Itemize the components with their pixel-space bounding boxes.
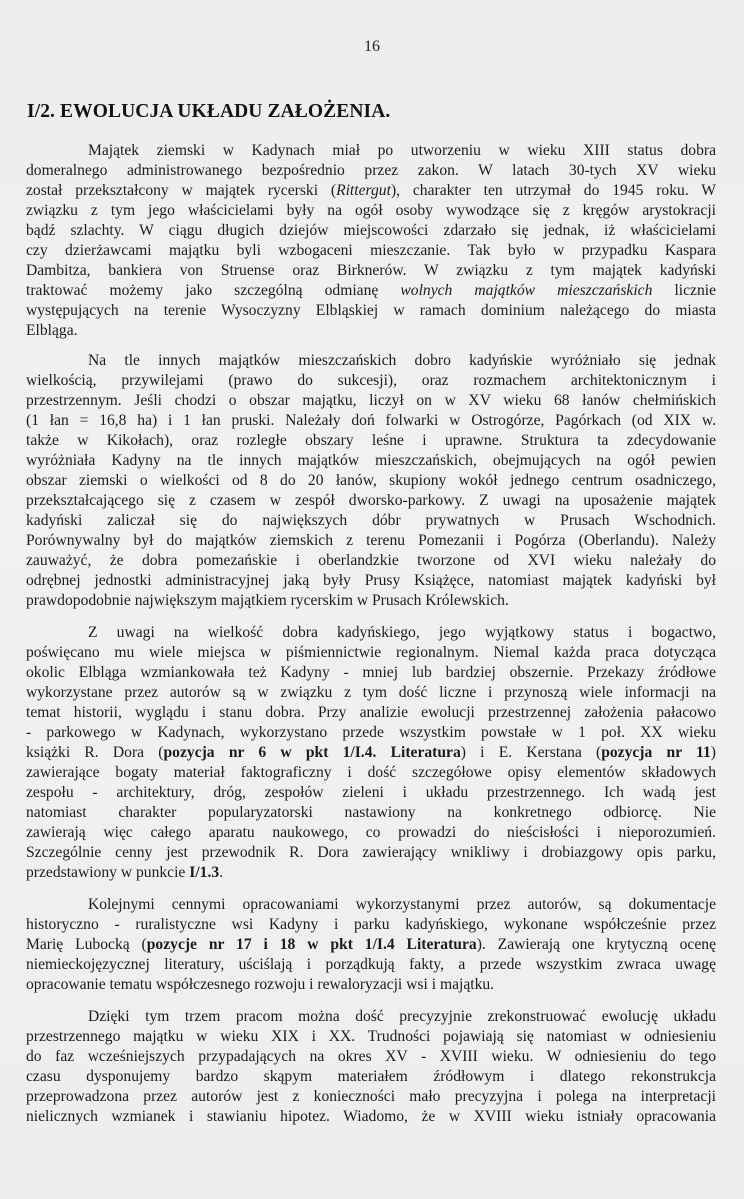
text-line: związku z tym jego właścicielami były na ogół osoby wywodzące się z kręgów arystokracji [26,202,716,219]
italic-term: wolnych majątków mieszczańskich [400,282,653,299]
text-line: Na tle innych majątków mieszczańskich dobro kadyńskie wyróżniało się jednak [88,352,716,369]
page-number: 16 [364,38,380,55]
italic-term: Rittergut [336,182,391,199]
text-line: przeprowadzona przez autorów jest z konieczności mało precyzyjna i polega na interpretacji [26,1088,716,1105]
text-line: występujących na terenie Wysoczyzny Elbląskiej w ramach dominium należącego do miasta [26,302,716,319]
literature-reference: pozycja nr 11 [601,744,711,761]
text-span: ), charakter ten utrzymał do 1945 roku. W [390,182,716,199]
text-span: został przekształcony w majątek rycerski ( [26,182,337,199]
text-line: temat historii, wyglądu i stanu dobra. Przy analizie ewolucji przestrzennej założenia pałacowo [26,704,716,721]
text-line: Dzięki tym trzem pracom można dość precyzyjnie zrekonstruować ewolucję układu [88,1008,716,1025]
text-line: zauważyć, że dobra pomezańskie i oberlandzkie tworzone od XVI wieku należały do [26,552,716,569]
text-line: Elbląga. [26,322,78,339]
text-line: Z uwagi na wielkość dobra kadyńskiego, jego wyjątkowy status i bogactwo, [88,624,716,641]
text-line: kadyński zaliczał się do największych dóbr prywatnych w Prusach Wschodnich. [26,512,716,529]
text-line: okolic Elbląga wzmiankowała też Kadyny - mniej lub bardziej obszernie. Przekazy źródłowe [26,664,716,681]
text-line: zespołu - architektury, dróg, zespołów zieleni i układu przestrzennego. Ich wadą jest [26,784,716,801]
text-line: przestrzennego majątku w wieku XIX i XX. Trudności pojawiają się natomiast w odniesieniu [26,1028,716,1045]
literature-reference: pozycje nr 17 i 18 w pkt 1/I.4 Literatura [146,936,477,953]
text-span: Marię Lubocką ( [26,936,147,953]
text-span: licznie [652,282,717,299]
text-span: przedstawiony w punkcie [26,864,190,881]
text-line: także w Kikołach), oraz rozległe obszary leśne i uprawne. Struktura ta zdecydowanie [26,432,716,449]
text-span: ) i E. Kerstana ( [460,744,602,761]
text-line: natomiast charakter popularyzatorski nastawiony na konkretnego odbiorcę. Nie [26,804,716,821]
text-line [26,281,716,301]
text-line: historyczno - ruralistyczne wsi Kadyny i parku kadyńskiego, wykonane współcześnie przez [26,916,716,933]
text-line: opracowanie tematu współczesnego rozwoju i rewaloryzacji wsi i majątku. [26,976,495,993]
text-span: książki R. Dora ( [26,744,164,761]
text-line: Majątek ziemski w Kadynach miał po utworzeniu w wieku XIII status dobra [88,142,716,159]
text-line: obszar ziemski o wielkości od 8 do 20 łanów, skupiony wokół jednego centrum osadniczego, [26,472,716,489]
text-line: do faz wcześniejszych przypadających na okres XV - XVIII wieku. W odniesieniu do tego [26,1048,716,1065]
text-line: Kolejnymi cennymi opracowaniami wykorzystanymi przez autorów, są dokumentacje [88,896,716,913]
text-line: wykorzystane przez autorów są w związku z tym dość liczne i przynoszą wiele informacji na [26,684,716,701]
text-line: nielicznych wzmianek i stawianiu hipotez. Wiadomo, że w XVIII wieku istniały opracowania [26,1108,716,1125]
text-span: ) [710,744,716,761]
text-line: niemieckojęzycznej literatury, uściślają i porządkują fakty, a przede wszystkim zwraca uwagę [26,956,716,973]
text-line: przestrzennym. Jeśli chodzi o obszar majątku, liczył on w XV wieku 68 łanów chełmińskich [26,392,716,409]
text-line: zawierające bogaty materiał faktograficzny i dość szczegółowe opisy elementów składowych [26,764,716,781]
section-heading: I/2. EWOLUCJA UKŁADU ZAŁOŻENIA. [27,101,391,122]
text-line: wyróżniała Kadyny na tle innych majątków mieszczańskich, obejmujących na ogół pewien [26,452,716,469]
text-span: traktować możemy jako szczególną odmianę [26,282,401,299]
text-span: ). Zawierają one krytyczną ocenę [476,936,716,953]
text-line: domeralnego administrowanego bezpośrednio przez zakon. W latach 30-tych XV wieku [26,162,716,179]
text-line: czasu dysponujemy bardzo skąpym materiałem źródłowym i dlatego rekonstrukcja [26,1068,716,1085]
text-line [26,935,716,955]
text-line [26,181,716,201]
text-line: bądź szlachty. W ciągu długich dziejów miejscowości zdarzało się jednak, iż właścicielami [26,222,716,239]
text-line [26,743,716,763]
text-line: Szczególnie cenny jest przewodnik R. Dora zawierający wnikliwy i drobiazgowy opis parku, [26,844,716,861]
text-span: . [219,864,224,881]
section-reference: I/1.3 [189,864,220,881]
literature-reference: pozycja nr 6 w pkt 1/I.4. Literatura [163,744,461,761]
text-line: prawdopodobnie największym majątkiem rycerskim w Prusach Królewskich. [26,592,509,609]
text-line: wielkością, przywilejami (prawo do sukcesji), oraz rozmachem architektonicznym i [26,372,716,389]
text-line: zawierają więc całego aparatu naukowego, co prowadzi do nieścisłości i nieporozumień. [26,824,716,841]
text-line: Porównywalny był do majątków ziemskich z terenu Pomezanii i Pogórza (Oberlandu). Należy [26,532,716,549]
text-line: poświęcano mu wiele miejsca w piśmiennictwie regionalnym. Niemal każda praca dotycząca [26,644,716,661]
text-line: czy dzierżawcami majątku byli wzbogaceni mieszczanie. Tak było w przypadku Kaspara [26,242,716,259]
text-line [26,863,716,883]
text-line: przekształcającego się z czasem w zespół dworsko-parkowy. Z uwagi na uposażenie majątek [26,492,716,509]
text-line: odrębnej jednostki administracyjnej jaką były Prusy Książęce, natomiast majątek kadyński był [26,572,716,589]
text-line: Dambitza, bankiera von Struense oraz Birknerów. W związku z tym majątek kadyński [26,262,716,279]
text-line: - parkowego w Kadynach, wykorzystano przede wszystkim powstałe w 1 poł. XX wieku [26,724,716,741]
text-line: (1 łan = 16,8 ha) i 1 łan pruski. Należały doń folwarki w Ostrogórze, Pagórkach (od XIX w. [26,412,716,429]
